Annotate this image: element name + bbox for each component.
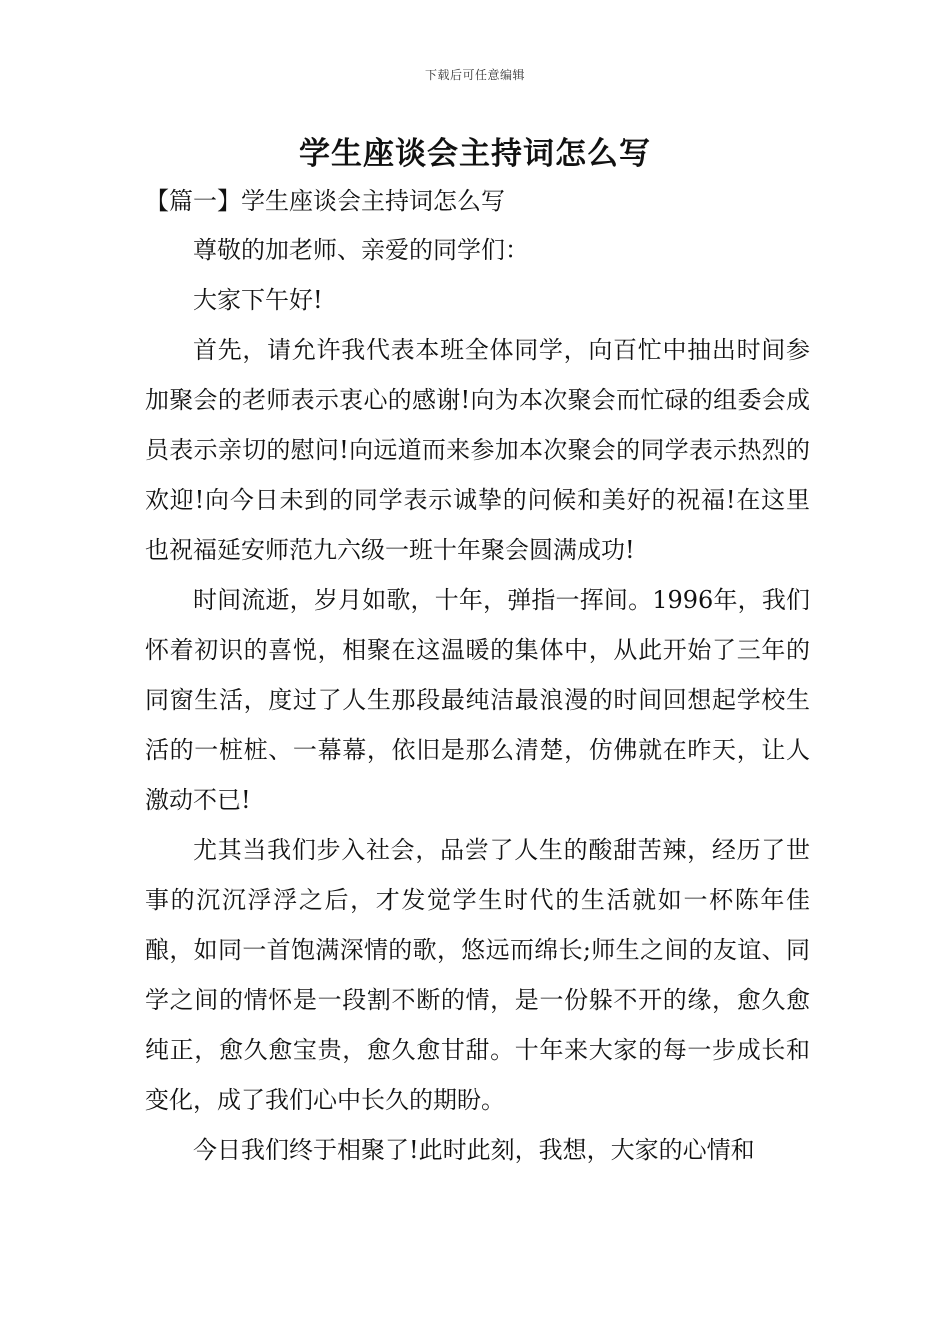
paragraph-thanks: 首先，请允许我代表本班全体同学，向百忙中抽出时间参加聚会的老师表示衷心的感谢!向为本次聚会而忙碌的组委会成员表示亲切的慰问!向远道而来参加本次聚会的同学表示热烈的欢迎!向今日未到的同学表示诚挚的问候和美好的祝福!在这里也祝福延安师范九六级一班十年聚会圆满成功!: [145, 336, 810, 564]
paragraph-friendship: 尤其当我们步入社会，品尝了人生的酸甜苦辣，经历了世事的沉沉浮浮之后，才发觉学生时代的生活就如一杯陈年佳酿，如同一首饱满深情的歌，悠远而绵长;师生之间的友谊、同学之间的情怀是一段割不断的情，是一份躲不开的缘，愈久愈纯正，愈久愈宝贵，愈久愈甘甜。十年来大家的每一步成长和变化，成了我们心中长久的期盼。: [145, 836, 810, 1114]
section-heading: 【篇一】学生座谈会主持词怎么写: [145, 187, 505, 215]
paragraph-memories: 时间流逝，岁月如歌，十年，弹指一挥间。1996年，我们怀着初识的喜悦，相聚在这温暖的集体中，从此开始了三年的同窗生活，度过了人生那段最纯洁最浪漫的时间回想起学校生活的一桩桩、一幕幕，依旧是那么清楚，仿佛就在昨天，让人激动不已!: [145, 586, 810, 814]
paragraph-salutation: 大家下午好!: [193, 286, 323, 314]
header-note: 下载后可任意编辑: [424, 68, 525, 82]
paragraph-greeting: 尊敬的加老师、亲爱的同学们：: [193, 236, 529, 264]
document-body: [145, 225, 810, 1175]
paragraph-reunion: 今日我们终于相聚了!此时此刻，我想，大家的心情和: [193, 1136, 755, 1164]
document-title: 学生座谈会主持词怎么写: [299, 136, 651, 172]
